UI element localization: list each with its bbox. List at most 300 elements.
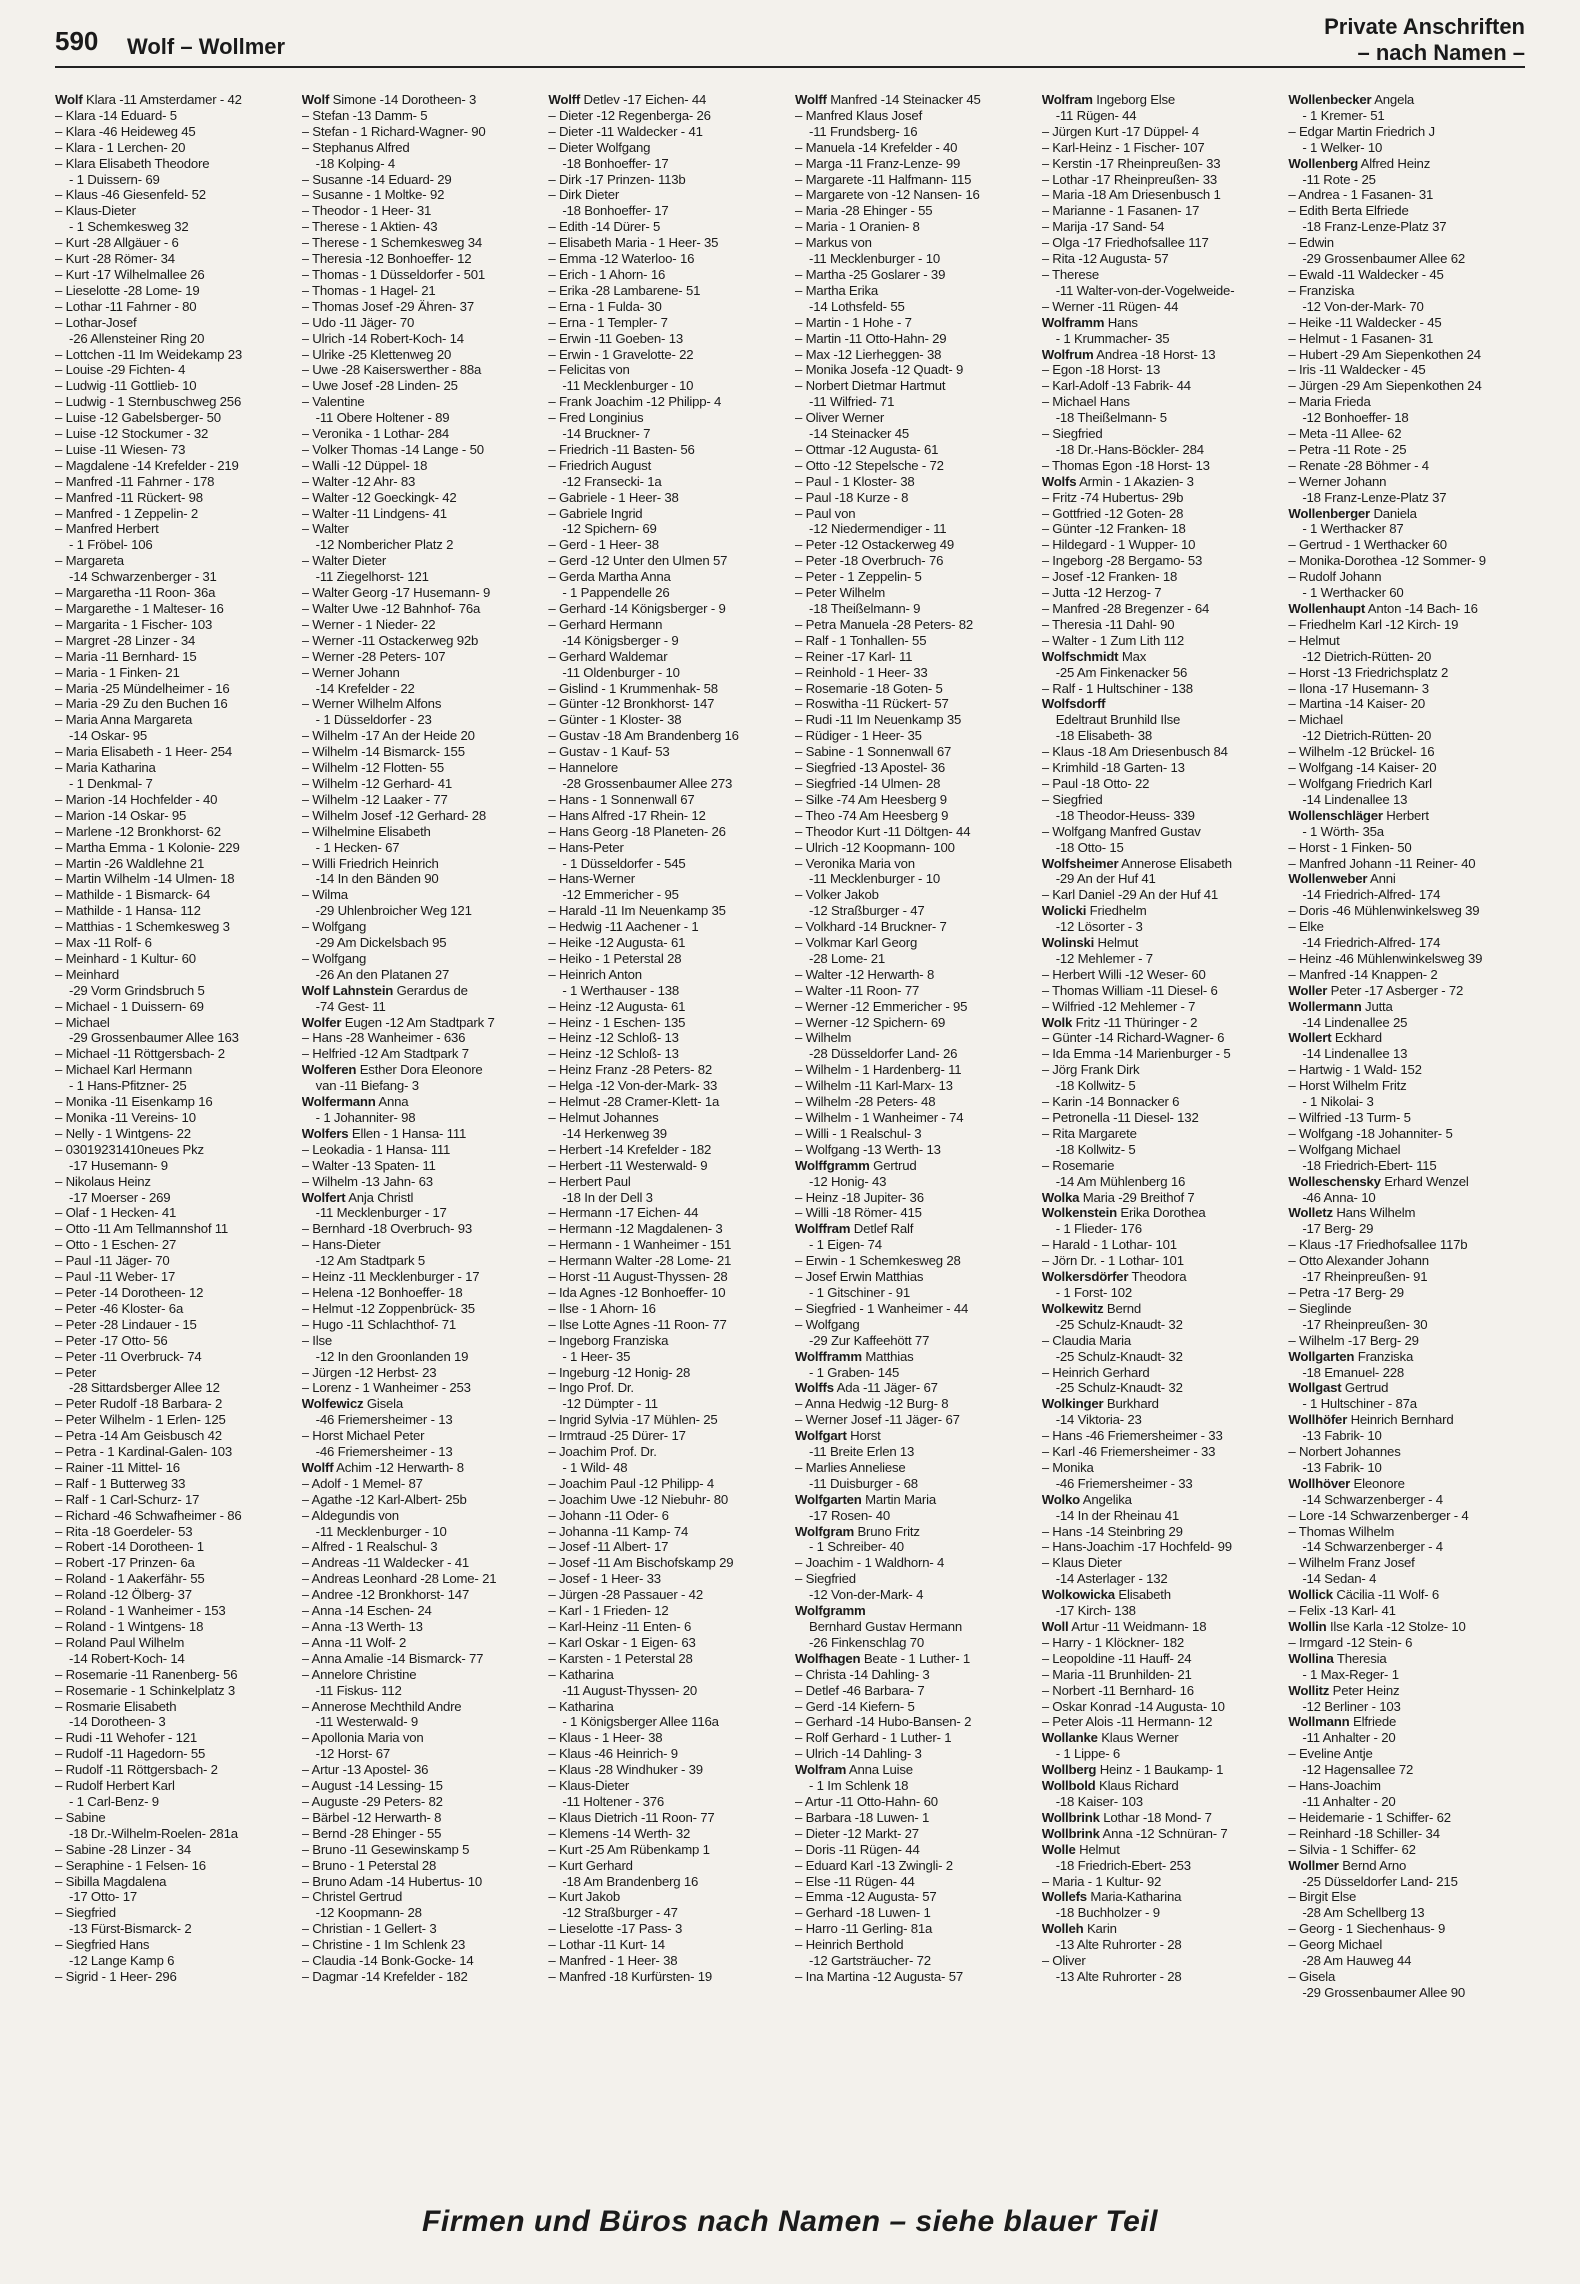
directory-entry: -11 Mecklenburger - 17 xyxy=(315,1205,447,1221)
directory-entry: -14 Sedan- 4 xyxy=(1302,1571,1377,1587)
directory-entry: – Georg Michael xyxy=(1288,1937,1383,1953)
directory-entry: – Petra - 1 Kardinal-Galen- 103 xyxy=(55,1444,233,1460)
directory-entry: -26 Allensteiner Ring 20 xyxy=(69,330,205,346)
directory-entry: – Manfred -14 Knappen- 2 xyxy=(1288,966,1438,982)
directory-entry: – Annelore Christine xyxy=(301,1666,417,1682)
directory-entry: – Erich - 1 Ahorn- 16 xyxy=(548,266,666,282)
directory-entry: Wolff Manfred -14 Steinacker 45 xyxy=(795,92,981,107)
directory-entry: Wolkewitz Bernd xyxy=(1041,1300,1142,1316)
directory-entry xyxy=(795,1603,1032,1619)
directory-entry: – Theresia -12 Bonhoeffer- 12 xyxy=(301,251,472,267)
directory-entry: Wollgast Gertrud xyxy=(1288,1380,1389,1396)
directory-entry: – Peter Wilhelm - 1 Erlen- 125 xyxy=(55,1412,226,1428)
directory-entry: -12 Mehlemer - 7 xyxy=(1055,950,1153,966)
directory-entry: – Klaus Dietrich -11 Roon- 77 xyxy=(548,1809,715,1825)
directory-entry: – Walter -12 Herwarth- 8 xyxy=(795,966,935,982)
directory-entry: – 03019231410neues Pkz xyxy=(55,1141,204,1157)
directory-entry: – Annerose Mechthild Andre xyxy=(301,1698,462,1714)
directory-entry: – Peter -28 Lindauer - 15 xyxy=(55,1316,197,1332)
directory-entry: – Max -11 Rolf- 6 xyxy=(55,935,152,951)
entry-surname: Wolkowicka xyxy=(1041,1587,1115,1603)
directory-entry: -14 In den Bänden 90 xyxy=(315,871,439,887)
directory-entry: -17 Otto- 17 xyxy=(69,1889,137,1905)
directory-entry: Wolfrum Andrea -18 Horst- 13 xyxy=(1041,346,1216,362)
directory-entry: Wollenschläger Herbert xyxy=(1288,807,1429,823)
entry-surname: Wollenweber xyxy=(1288,871,1368,887)
directory-entry: – Wolfgang Michael xyxy=(1288,1141,1401,1157)
directory-entry: – Wilfried -12 Mehlemer - 7 xyxy=(1041,998,1196,1014)
directory-entry: – Kurt -28 Allgäuer - 6 xyxy=(55,235,179,251)
directory-entry: – Adolf - 1 Memel- 87 xyxy=(301,1475,423,1491)
entry-surname: Wollmer xyxy=(1288,1857,1339,1873)
directory-entry: Wolffram Detlef Ralf xyxy=(795,1221,914,1237)
directory-entry: – Christian - 1 Gellert- 3 xyxy=(301,1921,437,1937)
directory-entry: -12 Hagensallee 72 xyxy=(1302,1762,1414,1778)
section-title-line2: – nach Namen – xyxy=(1357,40,1525,65)
entry-surname: Wollenschläger xyxy=(1288,807,1383,823)
entry-surname: Wolferen xyxy=(301,1062,357,1078)
directory-entry: – Walter Uwe -12 Bahnhof- 76a xyxy=(301,601,481,616)
directory-entry: – Margarita - 1 Fischer- 103 xyxy=(55,616,213,632)
directory-entry: -11 Breite Erlen 13 xyxy=(809,1444,915,1460)
directory-entry: – Horst - 1 Finken- 50 xyxy=(1288,839,1412,855)
entry-surname: Wolff xyxy=(301,1459,334,1475)
directory-entry: – Walter - 1 Zum Lith 112 xyxy=(1041,632,1185,648)
entry-surname: Wolffgramm xyxy=(795,1157,870,1173)
directory-entry: -13 Fabrik- 10 xyxy=(1302,1428,1382,1444)
directory-entry: Edeltraut Brunhild Ilse xyxy=(1055,712,1181,728)
directory-entry: – Reinhard -18 Schiller- 34 xyxy=(1288,1825,1440,1841)
directory-entry: – Wilhelm -12 Gerhard- 41 xyxy=(301,775,453,791)
directory-entry: – Maria -29 Zu den Buchen 16 xyxy=(55,696,228,712)
directory-entry: – Ilona -17 Husemann- 3 xyxy=(1288,680,1429,696)
directory-entry: -12 Von-der-Mark- 4 xyxy=(809,1587,924,1603)
directory-entry: – Martin -11 Otto-Hahn- 29 xyxy=(795,330,947,346)
directory-entry: -11 Obere Holtener - 89 xyxy=(315,410,450,426)
directory-entry: -46 Friemersheimer - 13 xyxy=(315,1412,453,1428)
entry-surname: Wolffs xyxy=(795,1380,834,1396)
directory-entry: – Rosmarie Elisabeth xyxy=(55,1698,177,1714)
directory-entry: -18 Franz-Lenze-Platz 37 xyxy=(1302,219,1447,235)
directory-entry: – Horst -13 Friedrichsplatz 2 xyxy=(1288,664,1449,680)
directory-entry: – Ulrich -14 Robert-Koch- 14 xyxy=(301,330,464,346)
directory-entry: – Harro -11 Gerling- 81a xyxy=(795,1921,933,1937)
directory-entry: – Margarete -11 Halfmann- 115 xyxy=(795,171,972,187)
entry-surname: Wolkinger xyxy=(1041,1396,1104,1412)
directory-entry: -14 Oskar- 95 xyxy=(69,728,148,744)
directory-entry: – Detlef -46 Barbara- 7 xyxy=(795,1682,925,1698)
directory-entry: – Manfred - 1 Heer- 38 xyxy=(548,1953,678,1969)
directory-entry: -14 Lothsfeld- 55 xyxy=(809,298,905,314)
directory-entry: – Anna Amalie -14 Bismarck- 77 xyxy=(301,1650,484,1666)
directory-entry: Wolfschmidt Max xyxy=(1041,648,1147,664)
directory-entry: – Ingeborg Franziska xyxy=(548,1332,669,1348)
directory-entry: – Wilhelm - 1 Wanheimer - 74 xyxy=(795,1110,964,1125)
directory-entry: – Walli -12 Düppel- 18 xyxy=(301,457,428,473)
directory-entry: – Barbara -18 Luwen- 1 xyxy=(795,1809,930,1825)
directory-entry: – Bruno - 1 Peterstal 28 xyxy=(301,1857,437,1873)
listing-column-1 xyxy=(55,92,292,2152)
directory-entry: -28 Am Schellberg 13 xyxy=(1302,1905,1425,1921)
directory-entry: -17 Kirch- 138 xyxy=(1055,1603,1136,1619)
directory-entry: -17 Rheinpreußen- 91 xyxy=(1302,1269,1428,1285)
directory-entry: – Günter -12 Bronkhorst- 147 xyxy=(548,696,715,712)
directory-entry: -11 August-Thyssen- 20 xyxy=(562,1682,697,1698)
directory-entry: – Silvia - 1 Schiffer- 62 xyxy=(1288,1841,1416,1857)
directory-entry: -12 Fransecki- 1a xyxy=(562,473,662,489)
directory-entry: Wollanke Klaus Werner xyxy=(1041,1730,1179,1746)
directory-entry: – Gerd -14 Kiefern- 5 xyxy=(795,1698,915,1714)
directory-entry: - 1 Duissern- 69 xyxy=(69,171,160,187)
directory-entry: Wolletz Hans Wilhelm xyxy=(1288,1205,1416,1221)
directory-entry: – Hans-Joachim xyxy=(1288,1778,1381,1794)
directory-entry: -12 Dümpter - 11 xyxy=(562,1396,658,1412)
directory-entry: -14 Schwarzenberger - 31 xyxy=(69,569,217,585)
directory-entry: – Sabine - 1 Sonnenwall 67 xyxy=(795,744,952,760)
directory-entry: – Lothar -17 Rheinpreußen- 33 xyxy=(1041,171,1217,187)
entry-surname: Wollenhaupt xyxy=(1288,601,1366,616)
entry-surname: Wolfframm xyxy=(795,1348,862,1364)
entry-surname: Woll xyxy=(1041,1619,1069,1634)
directory-entry: -18 Kollwitz- 5 xyxy=(1055,1141,1136,1157)
entry-surname: Wolfhagen xyxy=(795,1650,861,1666)
directory-entry: -18 Theodor-Heuss- 339 xyxy=(1055,807,1195,823)
directory-entry: – Paul von xyxy=(795,505,856,521)
directory-entry: -11 Wilfried- 71 xyxy=(809,394,895,410)
entry-surname: Wolffram xyxy=(795,1221,851,1237)
directory-entry: – Gabriele - 1 Heer- 38 xyxy=(548,489,679,505)
directory-entry: -18 Elisabeth- 38 xyxy=(1055,728,1152,744)
directory-entry: – Martin -26 Waldlehne 21 xyxy=(55,855,205,871)
directory-entry: -11 Holtener - 376 xyxy=(562,1793,665,1809)
directory-entry: – Klaus-Dieter xyxy=(55,203,136,219)
directory-entry: – Hannelore xyxy=(548,760,618,776)
directory-entry: -14 Robert-Koch- 14 xyxy=(69,1650,185,1666)
directory-entry: – Jürgen Kurt -17 Düppel- 4 xyxy=(1041,123,1200,139)
directory-entry: – Herbert -14 Krefelder - 182 xyxy=(548,1141,712,1157)
section-title xyxy=(1324,14,1525,66)
directory-entry: – Werner Josef -11 Jäger- 67 xyxy=(795,1412,960,1428)
directory-entry: – Alfred - 1 Realschul- 3 xyxy=(301,1539,438,1555)
directory-entry: – Fritz -74 Hubertus- 29b xyxy=(1041,489,1184,505)
directory-entry: – Maria -28 Ehinger - 55 xyxy=(795,203,933,219)
directory-entry: - 1 Lippe- 6 xyxy=(1055,1746,1120,1762)
directory-entry: – Hedwig -11 Aachener - 1 xyxy=(548,919,699,935)
entry-surname: Wolff xyxy=(548,92,581,107)
entry-surname: Wolf xyxy=(301,92,330,107)
directory-entry: – Paul -11 Jäger- 70 xyxy=(55,1253,170,1269)
directory-entry: – Christel Gertrud xyxy=(301,1889,403,1905)
directory-entry: -29 Grossenbaumer Allee 62 xyxy=(1302,251,1466,267)
directory-entry: – Peter -17 Otto- 56 xyxy=(55,1332,168,1348)
directory-entry: – Claudia -14 Bonk-Gocke- 14 xyxy=(301,1953,474,1969)
directory-entry: – Karin -14 Bonnacker 6 xyxy=(1041,1094,1180,1110)
directory-entry: -11 Rote - 25 xyxy=(1302,171,1376,187)
directory-entry: – Rosemarie -11 Ranenberg- 56 xyxy=(55,1666,238,1682)
directory-entry: -11 Duisburger - 68 xyxy=(809,1475,918,1491)
directory-entry: – Maria -18 Am Driesenbusch 1 xyxy=(1041,187,1221,203)
directory-entry: -11 Mecklenburger - 10 xyxy=(315,1523,447,1539)
directory-entry: – Walter -12 Ahr- 83 xyxy=(301,473,416,489)
directory-entry: – Erika -28 Lambarene- 51 xyxy=(548,282,701,298)
directory-entry: – Norbert -11 Bernhard- 16 xyxy=(1041,1682,1194,1698)
directory-entry: – Werner Johann xyxy=(301,664,400,680)
entry-surname: Wolletz xyxy=(1288,1205,1333,1221)
directory-entry: – Erwin - 1 Schemkesweg 28 xyxy=(795,1253,961,1269)
directory-entry: – Gabriele Ingrid xyxy=(548,505,643,521)
directory-entry: – Wilhelm -17 An der Heide 20 xyxy=(301,728,475,744)
directory-entry: Wolframm Hans xyxy=(1041,314,1138,330)
directory-entry: – Else -11 Rügen- 44 xyxy=(795,1873,915,1889)
directory-entry: – Marija -17 Sand- 54 xyxy=(1041,219,1165,235)
directory-entry: -14 Friedrich-Alfred- 174 xyxy=(1302,887,1441,903)
directory-entry: – Peter -12 Ostackerweg 49 xyxy=(795,537,955,553)
directory-entry: – Ida Agnes -12 Bonhoeffer- 10 xyxy=(548,1284,726,1300)
directory-entry: – Hans-Joachim -17 Hochfeld- 99 xyxy=(1041,1539,1232,1555)
directory-entry: – Friedhelm Karl -12 Kirch- 19 xyxy=(1288,616,1459,632)
directory-entry: – Peter xyxy=(55,1364,97,1380)
directory-entry: – Werner -12 Emmericher - 95 xyxy=(795,998,968,1014)
directory-entry: – Ludwig - 1 Sternbuschweg 256 xyxy=(55,394,242,410)
directory-entry: – Andrea - 1 Fasanen- 31 xyxy=(1288,187,1434,203)
directory-entry: – Luise -12 Gabelsberger- 50 xyxy=(55,410,221,426)
directory-entry: – Thomas William -11 Diesel- 6 xyxy=(1041,982,1218,998)
entry-surname: Wolicki xyxy=(1041,903,1087,919)
entry-surname: Wollanke xyxy=(1041,1730,1098,1746)
directory-entry: – Helmut -12 Zoppenbrück- 35 xyxy=(301,1300,475,1316)
directory-entry: – Leokadia - 1 Hansa- 111 xyxy=(301,1141,451,1157)
directory-entry: – Norbert Johannes xyxy=(1288,1444,1401,1460)
directory-entry: – Bruno Adam -14 Hubertus- 10 xyxy=(301,1873,483,1889)
directory-entry: – Oliver Werner xyxy=(795,410,885,426)
directory-entry: – Michael Hans xyxy=(1041,394,1130,410)
directory-entry: – Werner Wilhelm Alfons xyxy=(301,696,442,712)
directory-entry: -11 Fiskus- 112 xyxy=(315,1682,402,1698)
directory-entry: – Werner - 1 Nieder- 22 xyxy=(301,616,436,632)
directory-entry: – Hermann - 1 Wanheimer - 151 xyxy=(548,1237,732,1253)
directory-entry: -11 Anhalter - 20 xyxy=(1302,1793,1396,1809)
directory-entry: -12 In den Groonlanden 19 xyxy=(315,1348,469,1364)
directory-entry: – Dieter Wolfgang xyxy=(548,139,651,155)
directory-entry: – Willi - 1 Realschul- 3 xyxy=(795,1125,922,1141)
directory-entry: Wollin Ilse Karla -12 Stolze- 10 xyxy=(1288,1619,1466,1634)
entry-surname: Wolfer xyxy=(301,1014,342,1030)
directory-entry: – Hans-Peter xyxy=(548,839,624,855)
directory-entry: – Gustav - 1 Kauf- 53 xyxy=(548,744,670,760)
directory-entry: – Kurt -28 Römer- 34 xyxy=(55,251,175,267)
directory-entry: - 1 Welker- 10 xyxy=(1302,139,1383,155)
directory-entry: – Maria - 1 Kultur- 92 xyxy=(1041,1873,1162,1889)
directory-entry: – Max -12 Lierheggen- 38 xyxy=(795,346,942,362)
directory-entry: Wollbold Klaus Richard xyxy=(1041,1778,1179,1794)
directory-entry: -26 Finkenschlag 70 xyxy=(809,1634,924,1650)
directory-entry: – Helfried -12 Am Stadtpark 7 xyxy=(301,1046,469,1062)
directory-entry: – Wolfgang -13 Werth- 13 xyxy=(795,1141,941,1157)
directory-entry: – Theodor - 1 Heer- 31 xyxy=(301,203,432,219)
directory-entry: – Rainer -11 Mittel- 16 xyxy=(55,1459,180,1475)
directory-entry: -17 Rosen- 40 xyxy=(809,1507,890,1523)
directory-entry: – Volker Thomas -14 Lange - 50 xyxy=(301,441,484,457)
directory-entry: - 1 Denkmal- 7 xyxy=(69,775,153,791)
directory-entry: - 1 Hans-Pfitzner- 25 xyxy=(69,1078,187,1094)
directory-entry: -28 Düsseldorfer Land- 26 xyxy=(809,1046,958,1062)
directory-entry: – Heinrich Gerhard xyxy=(1041,1364,1150,1380)
directory-entry: – Peter Rudolf -18 Barbara- 2 xyxy=(55,1396,223,1412)
directory-entry: – Maria Anna Margareta xyxy=(55,712,193,728)
directory-entry: -18 Am Brandenberg 16 xyxy=(562,1873,699,1889)
directory-entry: -29 Grossenbaumer Allee 163 xyxy=(69,1030,239,1046)
directory-entry: – Heinz -12 Schloß- 13 xyxy=(548,1046,679,1062)
directory-entry: Wolk Fritz -11 Thüringer - 2 xyxy=(1041,1014,1198,1030)
directory-entry: – Josef -11 Albert- 17 xyxy=(548,1539,669,1555)
directory-entry: Wolfer Eugen -12 Am Stadtpark 7 xyxy=(301,1014,495,1030)
directory-entry: – Lorenz - 1 Wanheimer - 253 xyxy=(301,1380,471,1396)
entry-surname: Wolko xyxy=(1041,1491,1081,1507)
directory-entry: -12 Lange Kamp 6 xyxy=(69,1953,175,1969)
directory-entry: – Johann -11 Oder- 6 xyxy=(548,1507,669,1523)
directory-entry: – Walter -11 Lindgens- 41 xyxy=(301,505,447,521)
directory-entry: – Gerhard -18 Luwen- 1 xyxy=(795,1905,931,1921)
directory-entry: Woll Artur -11 Weidmann- 18 xyxy=(1041,1619,1207,1634)
directory-entry: Wolfewicz Gisela xyxy=(301,1396,404,1412)
directory-entry: - 1 Im Schlenk 18 xyxy=(809,1778,909,1794)
directory-entry: – Lieselotte -17 Pass- 3 xyxy=(548,1921,683,1937)
directory-entry: – Wilhelm -12 Brückel- 16 xyxy=(1288,744,1435,760)
directory-entry: Wolkinger Burkhard xyxy=(1041,1396,1159,1412)
directory-entry: -14 Viktoria- 23 xyxy=(1055,1412,1142,1428)
directory-entry: -12 Dietrich-Rütten- 20 xyxy=(1302,728,1432,744)
directory-entry: Wollenbecker Angela xyxy=(1288,92,1415,107)
directory-entry: -17 Rheinpreußen- 30 xyxy=(1302,1316,1428,1332)
directory-entry: – Gertrud - 1 Werthacker 60 xyxy=(1288,537,1447,553)
directory-entry: - 1 Werthacker 87 xyxy=(1302,521,1404,537)
directory-entry: – Klaus -17 Friedhofsallee 117b xyxy=(1288,1237,1468,1253)
directory-entry: – Heinz Franz -28 Peters- 82 xyxy=(548,1062,713,1078)
directory-entry: – Kurt -17 Wilhelmallee 26 xyxy=(55,266,205,282)
directory-entry: – Hans -46 Friemersheimer - 33 xyxy=(1041,1428,1223,1444)
directory-entry: – Wilhelm -17 Berg- 29 xyxy=(1288,1332,1419,1348)
directory-entry: Wolleh Karin xyxy=(1041,1921,1117,1937)
directory-entry: Woller Peter -17 Asberger - 72 xyxy=(1288,982,1464,998)
directory-entry: – Petra -11 Rote - 25 xyxy=(1288,441,1407,457)
directory-entry: -12 Von-der-Mark- 70 xyxy=(1302,298,1424,314)
directory-entry: – Markus von xyxy=(795,235,872,251)
directory-entry: – Hans-Dieter xyxy=(301,1237,381,1253)
directory-entry: -18 Kollwitz- 5 xyxy=(1055,1078,1136,1094)
directory-entry: -29 Grossenbaumer Allee 90 xyxy=(1302,1984,1466,2000)
directory-entry: -18 Otto- 15 xyxy=(1055,839,1124,855)
directory-entry: – Roland -12 Ölberg- 37 xyxy=(55,1587,192,1603)
directory-entry: – Josef -12 Franken- 18 xyxy=(1041,569,1178,585)
directory-entry: – Ingrid Sylvia -17 Mühlen- 25 xyxy=(548,1412,718,1428)
directory-entry: – Theodor Kurt -11 Döltgen- 44 xyxy=(795,823,971,839)
directory-entry: – Marion -14 Hochfelder - 40 xyxy=(55,791,218,807)
directory-entry: – Anna -14 Eschen- 24 xyxy=(301,1603,432,1619)
listing-column-2 xyxy=(302,92,539,2152)
directory-entry: – Klaus - 1 Heer- 38 xyxy=(548,1730,663,1746)
directory-entry: – Werner -11 Ostackerweg 92b xyxy=(301,632,479,648)
directory-entry: – Frank Joachim -12 Philipp- 4 xyxy=(548,394,722,410)
directory-entry: -18 Theißelmann- 9 xyxy=(809,601,921,616)
directory-entry: – Manuela -14 Krefelder - 40 xyxy=(795,139,958,155)
directory-entry: Bernhard Gustav Hermann xyxy=(809,1619,963,1634)
directory-entry: – Peter Wilhelm xyxy=(795,585,886,601)
directory-entry: -14 Bruckner- 7 xyxy=(562,426,651,442)
directory-entry: – Martin - 1 Hohe - 7 xyxy=(795,314,912,330)
directory-entry: – Wolfgang -14 Kaiser- 20 xyxy=(1288,760,1437,776)
directory-entry: – Udo -11 Jäger- 70 xyxy=(301,314,415,330)
directory-entry: – Petra Manuela -28 Peters- 82 xyxy=(795,616,974,632)
directory-entry: – Klara -14 Eduard- 5 xyxy=(55,107,177,123)
directory-entry: -18 Theißelmann- 5 xyxy=(1055,410,1167,426)
entry-surname: Wolk xyxy=(1041,1014,1073,1030)
directory-entry: Wollenweber Anni xyxy=(1288,871,1396,887)
directory-entry: – Helena -12 Bonhoeffer- 18 xyxy=(301,1284,463,1300)
entry-surname: Wollenberg xyxy=(1288,155,1358,171)
directory-entry: -29 Uhlenbroicher Weg 121 xyxy=(315,903,472,919)
directory-entry: – Petronella -11 Diesel- 132 xyxy=(1041,1110,1199,1125)
entry-surname: Woller xyxy=(1288,982,1328,998)
directory-entry: Wollbrink Anna -12 Schnüran- 7 xyxy=(1041,1825,1228,1841)
directory-entry: – Kurt -25 Am Rübenkamp 1 xyxy=(548,1841,710,1857)
directory-entry: – Otto Alexander Johann xyxy=(1288,1253,1429,1269)
directory-entry: – Kurt Gerhard xyxy=(548,1857,633,1873)
directory-entry: – Wolfgang Manfred Gustav xyxy=(1041,823,1201,839)
directory-entry: – Dieter -12 Markt- 27 xyxy=(795,1825,919,1841)
entry-surname: Wolkewitz xyxy=(1041,1300,1104,1316)
directory-entry: – Ilse xyxy=(301,1332,332,1348)
directory-entry: – Günter - 1 Kloster- 38 xyxy=(548,712,682,728)
directory-entry: – Walter Georg -17 Husemann- 9 xyxy=(301,585,491,601)
directory-entry: – Maria -11 Brunhilden- 21 xyxy=(1041,1666,1192,1682)
directory-entry: -29 Vorm Grindsbruch 5 xyxy=(69,982,205,998)
directory-entry: Wolfers Ellen - 1 Hansa- 111 xyxy=(301,1125,467,1141)
directory-entry: -12 Emmericher - 95 xyxy=(562,887,679,903)
entry-surname: Wolfsheimer xyxy=(1041,855,1119,871)
entry-surname: Wolfgram xyxy=(795,1523,854,1539)
directory-entry: – Monika -11 Eisenkamp 16 xyxy=(55,1094,213,1110)
directory-entry: -11 Mecklenburger - 10 xyxy=(809,871,940,887)
directory-entry: -28 Sittardsberger Allee 12 xyxy=(69,1380,220,1396)
directory-entry: – Karl Oskar - 1 Eigen- 63 xyxy=(548,1634,696,1650)
entry-surname: Wollhöver xyxy=(1288,1475,1351,1491)
directory-entry: – Heiko - 1 Peterstal 28 xyxy=(548,950,682,966)
entry-surname: Wolfewicz xyxy=(301,1396,364,1412)
footer-note: Firmen und Büros nach Namen – siehe blauer Teil xyxy=(422,2205,1158,2238)
directory-entry: – Gerhard Waldemar xyxy=(548,648,668,664)
directory-entry: – Wilhelm -14 Bismarck- 155 xyxy=(301,744,465,760)
directory-entry: – Roland - 1 Wanheimer - 153 xyxy=(55,1603,226,1619)
directory-entry: - 1 Gitschiner - 91 xyxy=(809,1284,911,1300)
directory-entry: – Michael Karl Hermann xyxy=(55,1062,193,1078)
directory-entry: – Thomas - 1 Hagel- 21 xyxy=(301,282,436,298)
directory-entry: – Katharina xyxy=(548,1698,614,1714)
directory-entry: – Veronika - 1 Lothar- 284 xyxy=(301,426,449,442)
directory-entry: – Klara Elisabeth Theodore xyxy=(55,155,210,171)
directory-entry: – Mathilde - 1 Hansa- 112 xyxy=(55,903,201,919)
directory-entry: – Claudia Maria xyxy=(1041,1332,1132,1348)
directory-entry: Wolferen Esther Dora Eleonore xyxy=(301,1062,483,1078)
directory-entry: – Heinrich Berthold xyxy=(795,1937,904,1953)
directory-entry: – Nelly - 1 Wintgens- 22 xyxy=(55,1125,191,1141)
directory-entry: – Michael xyxy=(1288,712,1343,728)
directory-entry: – Joachim Paul -12 Philipp- 4 xyxy=(548,1475,715,1491)
directory-entry: – Luise -12 Stockumer - 32 xyxy=(55,426,209,442)
directory-entry: Wollhöver Eleonore xyxy=(1288,1475,1405,1491)
directory-entry: – Roland Paul Wilhelm xyxy=(55,1634,185,1650)
directory-entry: – Agathe -12 Karl-Albert- 25b xyxy=(301,1491,467,1507)
directory-entry: – Gerhard -14 Hubo-Bansen- 2 xyxy=(795,1714,972,1730)
